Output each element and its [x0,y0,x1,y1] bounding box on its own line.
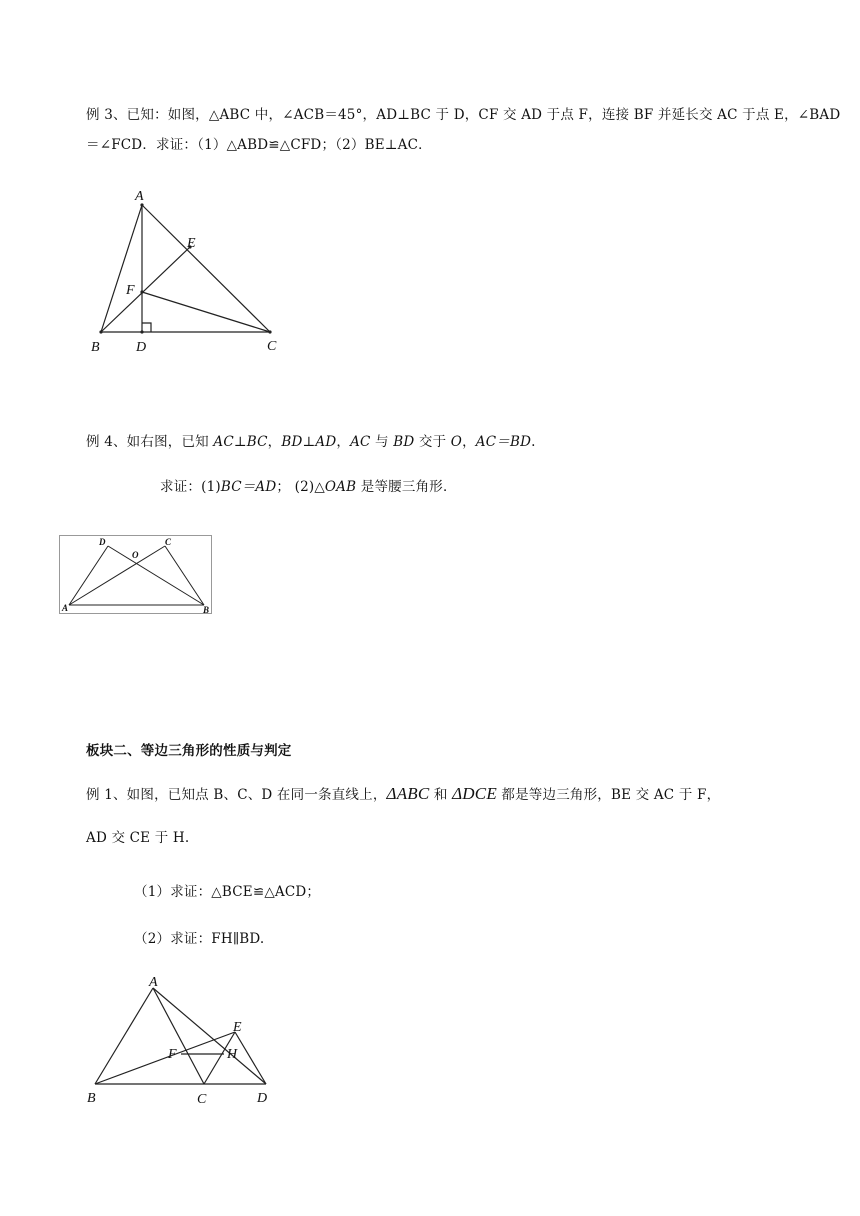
ex3-seg-FC [142,292,270,332]
ex3-label-A: A [135,189,144,204]
ex3-label-E: E [187,236,196,251]
s2-label-H: H [227,1047,238,1062]
ex3-label-C: C [267,339,277,354]
section2-heading: 板块二、等边三角形的性质与判定 [86,743,292,759]
ex4-figure-frame [60,536,212,614]
s2-seg-AB [95,988,153,1084]
ex3-seg-AC [142,205,270,332]
s2-label-C: C [197,1092,207,1107]
section2-question-1: （1）求证：△BCE≌△ACD； [134,884,321,900]
ex4-figure [59,535,212,615]
ex3-label-F: F [126,283,135,298]
ex4-statement: 例 4、如右图，已知 AC⊥BC，BD⊥AD，AC 与 BD 交于 O，AC＝BD. [86,434,536,450]
s2-label-E: E [233,1020,242,1035]
ex4-seg-BC [165,546,204,605]
ex4-label-B: B [203,605,210,615]
ex3-label-B: B [91,340,100,355]
s2-label-F: F [168,1047,177,1062]
section2-ex1-line2: AD 交 CE 于 H. [86,830,190,846]
s2-seg-ED [235,1032,266,1084]
s2-seg-AC [153,988,204,1084]
ex3-label-D: D [136,340,147,355]
ex4-label-A: A [62,603,69,613]
ex4-proof: 求证：(1)BC＝AD； (2)△OAB 是等腰三角形． [160,479,457,495]
ex3-statement-line1: 例 3、已知：如图，△ABC 中，∠ACB＝45°，AD⊥BC 于 D，CF 交 AD 于点 F，连接 BF 并延长交 AC 于点 E，∠BAD [86,107,841,123]
s2-label-D: D [257,1091,268,1106]
ex3-figure [80,180,300,365]
section2-question-2: （2）求证：FH∥BD. [134,931,265,947]
s2-label-B: B [87,1091,96,1106]
ex4-seg-AC [69,546,165,605]
section2-ex1-line1: 例 1、如图，已知点 B、C、D 在同一条直线上，ΔABC 和 ΔDCE 都是等边三角形，BE 交 AC 于 F， [86,784,721,803]
s2-label-A: A [149,975,158,990]
ex4-seg-AD [69,546,108,605]
ex4-label-O: O [132,550,139,560]
section2-figure [80,970,285,1110]
ex3-statement-line2: ＝∠FCD．求证：（1）△ABD≌△CFD；（2）BE⊥AC． [86,137,432,153]
ex4-seg-BD [108,546,204,605]
ex3-right-angle-mark [142,323,151,332]
ex4-label-C: C [165,537,172,547]
ex4-label-D: D [99,537,106,547]
s2-seg-AD [153,988,266,1084]
